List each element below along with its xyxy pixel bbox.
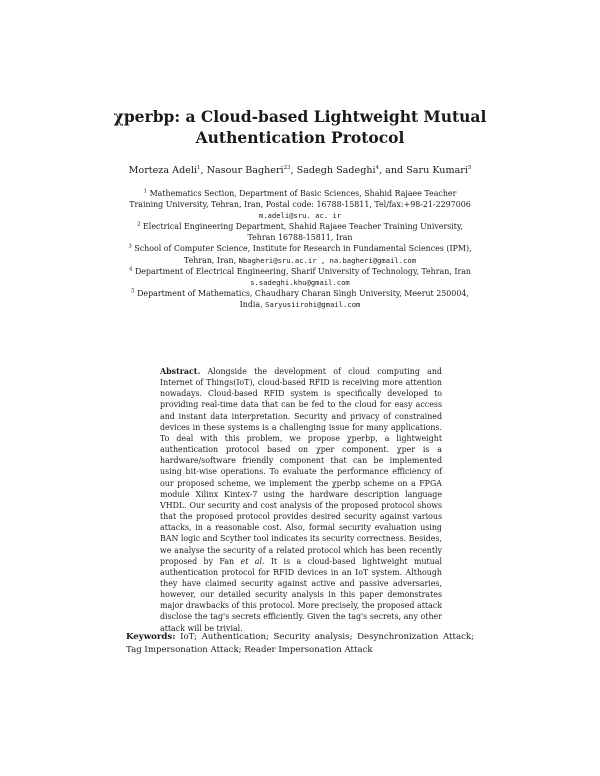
affiliation-text: School of Computer Science, Institute for Research in Fundamental Sciences (IPM), Tehran, Iran, [134, 244, 472, 265]
affiliation-email: Nbagheri@sru.ac.ir , na.bagheri@gmail.com [238, 255, 417, 265]
title-line-1: χperbp: a Cloud-based Lightweight Mutual [113, 107, 487, 126]
affiliation-text: Department of Mathematics, Chaudhary Charan Singh University, Meerut 250004, India, [137, 288, 469, 309]
author-mark: 1 [197, 164, 201, 171]
affiliation-1 [126, 188, 474, 221]
title-line-2: Authentication Protocol [195, 128, 405, 147]
author-name: Sadegh Sadeghi [296, 165, 376, 176]
affiliation-text: Department of Electrical Engineering, Sharif University of Technology, Tehran, Iran [134, 266, 472, 276]
author-list [90, 164, 510, 177]
affiliation-email: s.sadeghi.khu@gmail.com [250, 277, 350, 287]
author-mark: 4 [375, 164, 380, 171]
affiliation-number: 1 [143, 188, 148, 195]
affiliation-number: 5 [131, 288, 135, 295]
affiliation-number: 4 [128, 266, 133, 273]
keywords-text: IoT; Authentication; Security analysis; Desynchronization Attack; Tag Impersonation Attack; Reader Impersonation Attack [126, 632, 474, 655]
affiliation-4 [126, 266, 474, 288]
affiliation-number: 2 [137, 221, 141, 228]
affiliation-text: Mathematics Section, Department of Basic Sciences, Shahid Rajaee Teacher Training University, Tehran, Iran, Postal code: 16788-15811, Tel/fax:+98-21-2297006 [129, 189, 471, 210]
abstract-etal: et al. [240, 556, 265, 566]
abstract-text: Alongside the development of cloud computing and Internet of Things(IoT), cloud-based RFID is receiving more attention nowadays. Cloud-based RFID system is specifically developed to providing real-time data that can be fed to the cloud for easy access and instant data interpretation. Security and privacy of constrained devices in these systems is a challenging issue for many applications. To deal with this problem, we propose χperbp, a lightweight authentication protocol based on χper component. χper is a hardware/software friendly component that can be implemented using bit-wise operations. To evaluate the performance efficiency of our proposed scheme, we implement the χperbp scheme on a FPGA module Xilinx Kintex-7 using the hardware description language VHDL. Our security and cost analysis of the proposed protocol shows that the proposed protocol provides desired security against various attacks, in a reasonable cost. Also, formal security evaluation using BAN logic and Scyther tool indicates its security correctness. Besides, we analyse the security of a related protocol which has been recently proposed by Fan [160, 367, 442, 566]
affiliation-3 [126, 243, 474, 265]
author-separator: , [290, 165, 297, 176]
keywords [126, 631, 474, 656]
author-separator: , and [379, 165, 407, 176]
affiliation-number: 3 [128, 243, 132, 250]
author-mark: 5 [467, 164, 472, 171]
abstract [160, 366, 442, 634]
keywords-label: Keywords: [126, 632, 176, 642]
author-name: Nasour Bagheri [206, 165, 284, 176]
author-name: Saru Kumari [406, 165, 468, 176]
author-separator: , [200, 165, 207, 176]
affiliation-email: m.adeli@sru. ac. ir [258, 211, 342, 221]
affiliation-text: Electrical Engineering Department, Shahid Rajaee Teacher Training University, Tehran 16788-15811, Iran [143, 222, 463, 243]
paper-title [100, 106, 500, 148]
author-mark: 23 [283, 164, 291, 171]
affiliation-2 [126, 221, 474, 243]
abstract-text-continued: It is a cloud-based lightweight mutual authentication protocol for RFID devices in an IoT system. Although they have claimed security against active and passive adversaries, however, our detailed security analysis in this paper demonstrates major drawbacks of this protocol. More precisely, the proposed attack disclose the tag's secrets efficiently. Given the tag's secrets, any other attack will be trivial. [160, 556, 443, 633]
affiliation-list [126, 188, 474, 310]
affiliation-email: Saryusiirohi@gmail.com [265, 299, 361, 309]
abstract-label: Abstract. [160, 367, 201, 376]
affiliation-5 [126, 288, 474, 310]
author-name: Morteza Adeli [128, 165, 198, 176]
